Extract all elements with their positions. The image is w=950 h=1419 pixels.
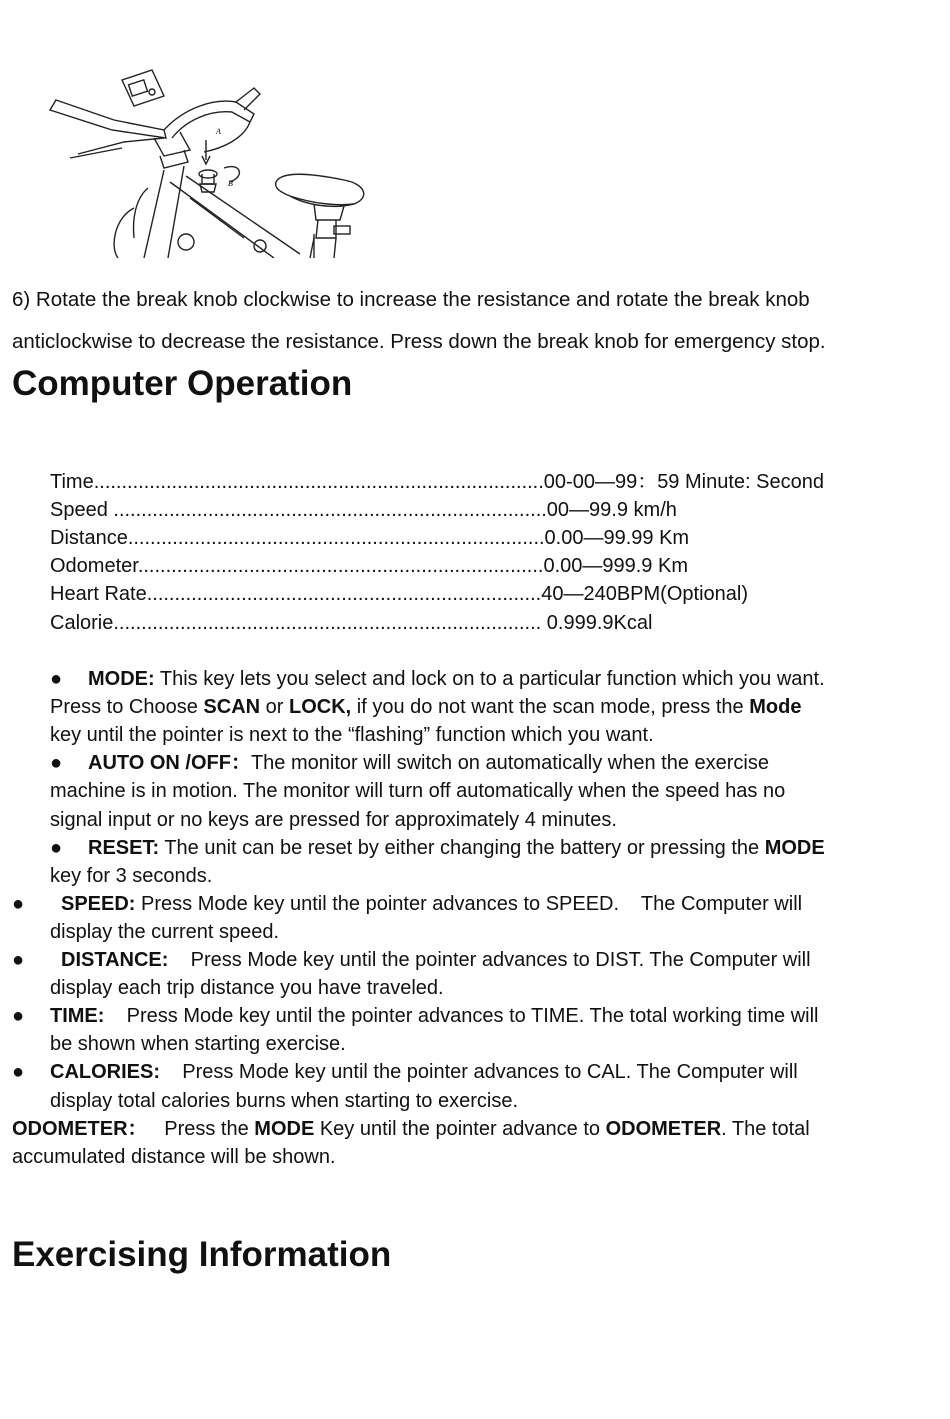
time-line1	[50, 1002, 818, 1030]
mode-word: MODE	[764, 837, 825, 859]
odometer-text-a: Press the	[147, 1118, 255, 1140]
heading-exercising-information: Exercising Information	[12, 1235, 392, 1274]
auto-key: AUTO ON /OFF：	[88, 752, 251, 774]
figure-label-b: B	[228, 179, 233, 188]
bullet: ●	[50, 668, 63, 690]
mode-line3: key until the pointer is next to the “flashing” function which you want.	[50, 724, 654, 746]
odometer-text-b: Key until the pointer advance to	[314, 1118, 606, 1140]
distance-line1	[61, 946, 811, 974]
mode-word: Mode	[749, 696, 802, 718]
mode-key: MODE:	[88, 668, 155, 690]
bullet: ●	[50, 752, 63, 774]
bullet: ●	[12, 893, 25, 915]
auto-line3: signal input or no keys are pressed for approximately 4 minutes.	[50, 809, 617, 831]
auto-line1	[88, 749, 769, 777]
odometer-text-c: . The total	[721, 1118, 810, 1140]
figure-label-a: A	[216, 127, 221, 136]
odometer-line2: accumulated distance will be shown.	[12, 1146, 336, 1168]
bullet: ●	[12, 1005, 25, 1027]
reset-text: The unit can be reset by either changing the battery or pressing the	[159, 837, 765, 859]
bike-handlebar-illustration	[14, 58, 426, 258]
spec-time: Time.................................................................................00-00—99：59 Minute: Second	[50, 471, 824, 493]
speed-text: Press Mode key until the pointer advances to SPEED. The Computer will	[135, 893, 803, 915]
spec-calorie: Calorie............................................................................. 0.999.9Kcal	[50, 612, 653, 634]
spec-distance: Distance...........................................................................0.00—99.99 Km	[50, 527, 690, 549]
speed-key: SPEED:	[61, 893, 136, 915]
step6-line1: 6) Rotate the break knob clockwise to increase the resistance and rotate the break knob	[12, 288, 810, 311]
calories-line1	[50, 1058, 798, 1086]
mode-text-2b: if you do not want the scan mode, press the	[351, 696, 750, 718]
mode-line2	[50, 693, 801, 721]
distance-text: Press Mode key until the pointer advances to DIST. The Computer will	[168, 949, 811, 971]
calories-key: CALORIES:	[50, 1061, 160, 1083]
bullet: ●	[50, 837, 63, 859]
step6-line2: anticlockwise to decrease the resistance. Press down the break knob for emergency stop.	[12, 330, 826, 353]
speed-line1	[61, 890, 802, 918]
lock-word: LOCK,	[289, 696, 352, 718]
or-word: or	[260, 696, 289, 718]
auto-line2: machine is in motion. The monitor will turn off automatically when the speed has no	[50, 780, 786, 802]
heading-computer-operation: Computer Operation	[12, 364, 353, 403]
bullet: ●	[12, 949, 25, 971]
distance-key: DISTANCE:	[61, 949, 169, 971]
reset-line2: key for 3 seconds.	[50, 865, 213, 887]
mode-text-2a: Press to Choose	[50, 696, 204, 718]
bullet: ●	[12, 1061, 25, 1083]
odometer-line1	[12, 1115, 810, 1143]
auto-text: The monitor will switch on automatically when the exercise	[250, 752, 769, 774]
calories-text: Press Mode key until the pointer advances to CAL. The Computer will	[160, 1061, 798, 1083]
scan-word: SCAN	[203, 696, 261, 718]
calories-line2: display total calories burns when starting to exercise.	[50, 1090, 519, 1112]
mode-line1	[88, 665, 825, 693]
reset-key: RESET:	[88, 837, 160, 859]
spec-heart-rate: Heart Rate.......................................................................40—240BPM(Optional)	[50, 583, 748, 605]
mode-text: This key lets you select and lock on to a particular function which you want.	[154, 668, 825, 690]
distance-line2: display each trip distance you have traveled.	[50, 977, 444, 999]
spec-speed: Speed ..............................................................................00—99.9 km/h	[50, 499, 677, 521]
reset-line1	[88, 834, 825, 862]
time-text: Press Mode key until the pointer advances to TIME. The total working time will	[104, 1005, 819, 1027]
spec-odometer: Odometer.........................................................................0.00—999.9 Km	[50, 555, 688, 577]
odometer-word: ODOMETER	[605, 1118, 722, 1140]
mode-word: MODE	[254, 1118, 315, 1140]
speed-line2: display the current speed.	[50, 921, 280, 943]
odometer-key: ODOMETER：	[12, 1118, 148, 1140]
time-key: TIME:	[50, 1005, 105, 1027]
time-line2: be shown when starting exercise.	[50, 1033, 346, 1055]
